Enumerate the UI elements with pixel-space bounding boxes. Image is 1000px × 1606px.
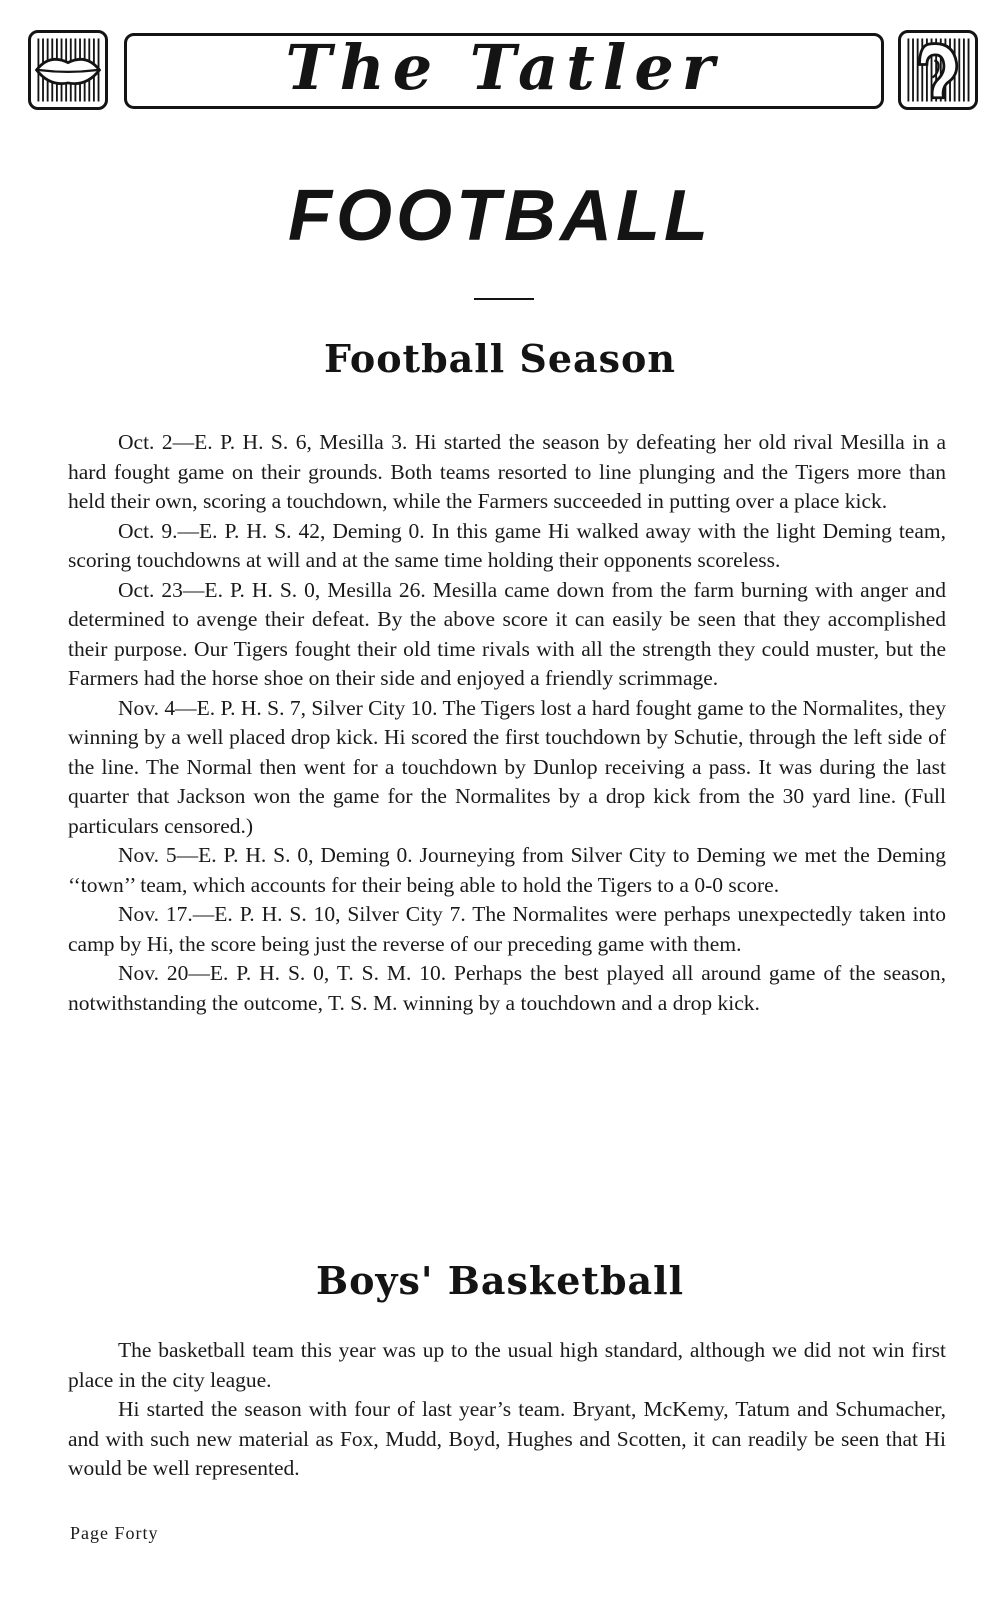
game-report-nov-17: Nov. 17.—E. P. H. S. 10, Silver City 7. The Normalites were perhaps unexpectedly taken into camp by Hi, the score being just the reverse of our preceding game with them.	[68, 902, 946, 956]
lips-icon	[28, 30, 108, 110]
game-report-oct-2: Oct. 2—E. P. H. S. 6, Mesilla 3. Hi started the season by defeating her old rival Mesilla in a hard fought game on their grounds. Both teams resorted to line plunging and the Tigers more than held their own, scoring a touchdown, while the Farmers succeeded in putting over a place kick.	[68, 430, 946, 513]
game-report-oct-9: Oct. 9.—E. P. H. S. 42, Deming 0. In this game Hi walked away with the light Deming team, scoring touchdowns at will and at the same time holding their opponents scoreless.	[68, 518, 946, 572]
basketball-paragraph: The basketball team this year was up to the usual high standard, although we did not win first place in the city league.	[68, 1338, 946, 1392]
game-report-nov-5: Nov. 5—E. P. H. S. 0, Deming 0. Journeying from Silver City to Deming we met the Deming ‘‘town’’ team, which accounts for their being able to hold the Tigers to a 0-0 score.	[68, 843, 946, 897]
page-title: FOOTBALL	[288, 176, 712, 256]
masthead-title-frame	[124, 33, 884, 109]
masthead	[28, 30, 978, 112]
game-report-nov-20: Nov. 20—E. P. H. S. 0, T. S. M. 10. Perhaps the best played all around game of the season, notwithstanding the outcome, T. S. M. winning by a touchdown and a drop kick.	[68, 961, 946, 1015]
basketball-paragraph: Hi started the season with four of last year’s team. Bryant, McKemy, Tatum and Schumacher, and with such new material as Fox, Mudd, Boyd, Hughes and Scotten, it can readily be seen that Hi would be well represented.	[68, 1397, 946, 1480]
ear-icon	[898, 30, 978, 110]
page-number: Page Forty	[70, 1523, 159, 1543]
game-report-nov-4: Nov. 4—E. P. H. S. 7, Silver City 10. The Tigers lost a hard fought game to the Normalites, they winning by a well placed drop kick. Hi scored the first touchdown by Schutie, through the left side of the line. The Normal then went for a touchdown by Dunlop receiving a pass. It was during the last quarter that Jackson won the game for the Normalites by a drop kick from the 30 yard line. (Full particulars censored.)	[68, 695, 946, 838]
masthead-title: The Tatler	[285, 31, 723, 104]
boys-basketball-heading: Boys' Basketball	[315, 1258, 685, 1303]
heading-divider	[474, 298, 534, 300]
football-season-heading: Football Season	[323, 336, 677, 381]
football-season-article	[68, 428, 946, 1018]
game-report-oct-23: Oct. 23—E. P. H. S. 0, Mesilla 26. Mesilla came down from the farm burning with anger and determined to avenge their defeat. By the above score it can easily be seen that they accomplished their purpose. Our Tigers fought their old time rivals with all the strength they could muster, but the Farmers had the horse shoe on their side and enjoyed a friendly scrimmage.	[68, 577, 946, 690]
boys-basketball-article	[68, 1336, 946, 1484]
